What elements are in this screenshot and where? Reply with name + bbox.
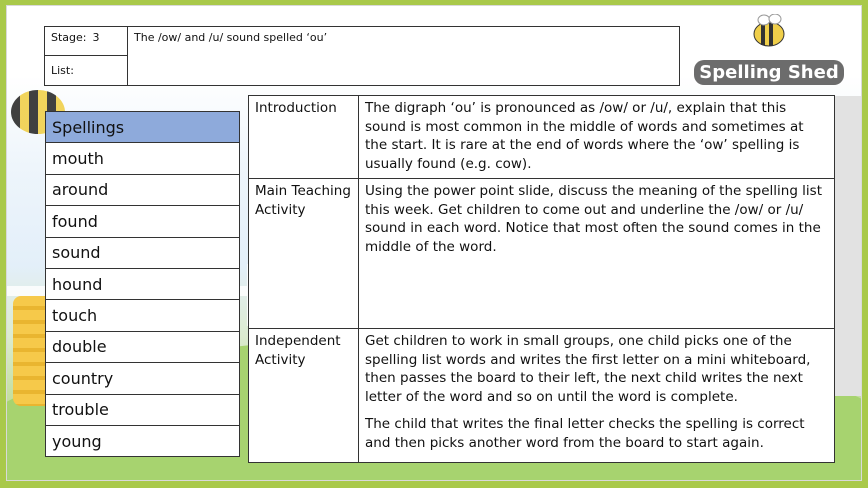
list-cell xyxy=(45,56,128,85)
spelling-word: touch xyxy=(46,300,240,331)
activity-description xyxy=(359,329,835,463)
lesson-title: The /ow/ and /u/ sound spelled ‘ou’ xyxy=(134,31,328,44)
spelling-word: around xyxy=(46,174,240,205)
spelling-row xyxy=(46,425,240,456)
spelling-word: mouth xyxy=(46,143,240,174)
description-paragraph: The child that writes the final letter checks the spelling is correct and then picks another word from the board to start again. xyxy=(365,416,805,451)
logo-text: Spelling Shed xyxy=(694,60,844,85)
stage-cell xyxy=(45,27,128,56)
spelling-row xyxy=(46,206,240,237)
stage-value: 3 xyxy=(92,31,100,44)
activity-label: Main Teaching Activity xyxy=(249,179,359,329)
spellings-table xyxy=(45,111,240,457)
lesson-row xyxy=(249,96,835,179)
activity-description xyxy=(359,96,835,179)
spelling-word: double xyxy=(46,331,240,362)
spelling-row xyxy=(46,174,240,205)
spelling-row xyxy=(46,394,240,425)
spellings-heading: Spellings xyxy=(46,112,240,143)
spelling-row xyxy=(46,300,240,331)
spellings-header-row xyxy=(46,112,240,143)
spelling-word: young xyxy=(46,425,240,456)
lesson-plan-table xyxy=(248,95,835,463)
list-label: List: xyxy=(51,64,74,77)
spelling-row xyxy=(46,363,240,394)
bee-icon xyxy=(750,14,788,48)
spelling-word: found xyxy=(46,206,240,237)
spelling-word: sound xyxy=(46,237,240,268)
activity-label: Independent Activity xyxy=(249,329,359,463)
activity-description xyxy=(359,179,835,329)
spelling-row xyxy=(46,237,240,268)
spelling-row xyxy=(46,268,240,299)
activity-label: Introduction xyxy=(249,96,359,179)
description-paragraph: The digraph ‘ou’ is pronounced as /ow/ or /u/, explain that this sound is most common in the middle of words and sometimes at the start. It is rare at the end of words where the ‘ow’ spelling is usually found (e.g. cow). xyxy=(365,100,804,172)
spelling-shed-logo xyxy=(694,12,844,90)
title-cell xyxy=(128,27,668,55)
spelling-row xyxy=(46,143,240,174)
spelling-word: trouble xyxy=(46,394,240,425)
lesson-row xyxy=(249,179,835,329)
spelling-word: country xyxy=(46,363,240,394)
description-paragraph: Get children to work in small groups, one child picks one of the spelling list words and writes the first letter on a mini whiteboard, then passes the board to their left, the next child writes the next letter of the word and so on until the word is complete. xyxy=(365,333,811,405)
lesson-header xyxy=(44,26,680,86)
description-paragraph: Using the power point slide, discuss the meaning of the spelling list this week. Get children to come out and underline the /ow/ or /u/ sound in each word. Notice that most often the sound comes in the middle of the word. xyxy=(365,183,823,255)
stage-label: Stage: xyxy=(51,31,87,44)
lesson-row xyxy=(249,329,835,463)
spelling-row xyxy=(46,331,240,362)
spelling-word: hound xyxy=(46,268,240,299)
